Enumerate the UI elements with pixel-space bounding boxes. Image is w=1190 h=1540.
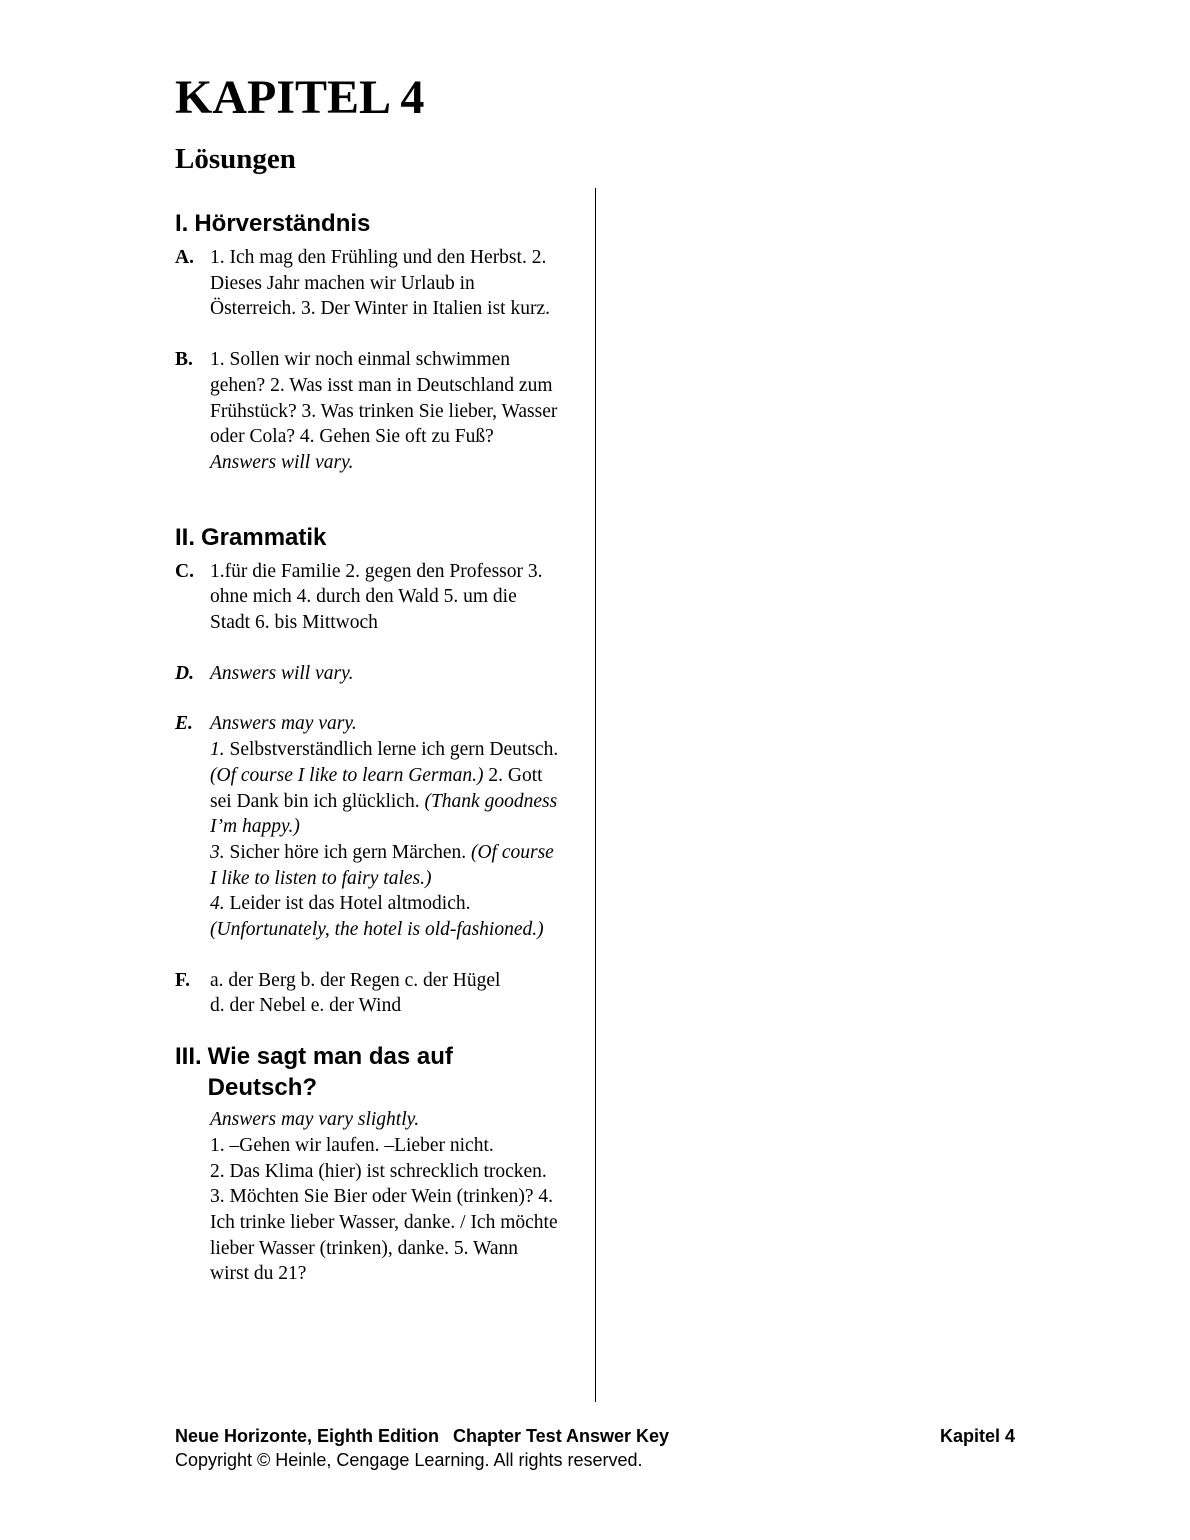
item-text: 1. Ich mag den Frühling und den Herbst. 2. Dieses Jahr machen wir Urlaub in Österreich. 3. Der Winter in Italien ist kurz. [210, 247, 550, 320]
item-number: 1. [210, 739, 225, 761]
page-subtitle: Lösungen [175, 143, 296, 175]
footer-doc-title: Chapter Test Answer Key [453, 1426, 670, 1446]
german-sentence: Selbstverständlich lerne ich gern Deutsch. [224, 739, 559, 761]
english-translation: (Unfortunately, the hotel is old-fashioned.) [210, 919, 544, 941]
answer-column [175, 208, 560, 1287]
english-translation: (Of course I like to learn German.) [210, 764, 484, 786]
item-letter: F. [175, 969, 190, 991]
footer-chapter: Kapitel 4 [939, 1426, 1015, 1446]
item-text: 1. Sollen wir noch einmal schwimmen gehen? 2. Was isst man in Deutschland zum Frühstück? 3. Was trinken Sie lieber, Wasser oder Cola? 4. Gehen Sie oft zu Fuß? [210, 349, 558, 448]
item-note: Answers may vary slightly. [210, 1109, 420, 1131]
item-letter: E. [175, 713, 193, 735]
section-number: III. [175, 1043, 202, 1071]
chapter-title: KAPITEL 4 [175, 71, 425, 124]
section-heading-translation [175, 1041, 560, 1103]
english-translation: (Thank goodness I’m happy.) [210, 790, 558, 838]
footer-book-title: Neue Horizonte, Eighth Edition [175, 1426, 439, 1446]
answer-item-b [175, 347, 560, 476]
item-text: 2. Das Klima (hier) ist schrecklich trocken. 3. Möchten Sie Bier oder Wein (trinken)? 4. Ich trinke lieber Wasser, danke. / Ich möchte lieber Wasser (trinken), danke. 5. Wann wirst du 21? [210, 1160, 558, 1285]
item-letter: B. [175, 349, 193, 371]
item-text: d. der Nebel e. der Wind [210, 995, 402, 1017]
item-note: Answers will vary. [210, 662, 354, 684]
german-sentence: Leider ist das Hotel altmodich. [224, 893, 471, 915]
item-number: 4. [210, 893, 225, 915]
item-body [210, 347, 560, 476]
item-letter: A. [175, 247, 194, 268]
german-sentence: Sicher höre ich gern Märchen. [224, 841, 471, 863]
german-sentence: 2. Gott sei Dank bin ich glücklich. [210, 764, 543, 812]
item-note: Answers may vary. [210, 713, 357, 735]
item-number: 3. [210, 841, 225, 863]
item-text: a. der Berg b. der Regen c. der Hügel [210, 969, 501, 991]
page-footer [175, 1424, 1015, 1472]
section-number: II. [175, 523, 196, 551]
section-title: Wie sagt man das auf Deutsch? [207, 1043, 453, 1102]
section-heading-grammar [175, 522, 560, 553]
item-text: 1. –Gehen wir laufen. –Lieber nicht. [210, 1134, 494, 1156]
section-heading-listening [175, 208, 560, 239]
item-body [210, 968, 560, 1019]
item-letter: D. [175, 662, 194, 684]
answer-item-e [175, 711, 560, 942]
section-title: Grammatik [201, 523, 327, 551]
answer-item-a [175, 245, 560, 322]
item-note: Answers will vary. [210, 451, 354, 473]
section-title: Hörverständnis [194, 210, 371, 237]
answer-item-f [175, 968, 560, 1019]
column-divider [595, 188, 596, 1402]
answer-item-d [175, 661, 560, 687]
item-letter: C. [175, 560, 194, 582]
footer-row [175, 1424, 1015, 1448]
answer-item-c [175, 559, 560, 636]
item-body [210, 711, 560, 942]
section-number: I. [175, 210, 189, 237]
footer-left [175, 1424, 669, 1448]
item-text: 1.für die Familie 2. gegen den Professor 3. ohne mich 4. durch den Wald 5. um die Stadt 6. bis Mittwoch [210, 560, 543, 634]
english-translation: (Of course I like to listen to fairy tales.) [210, 841, 554, 889]
section-body [175, 1107, 560, 1287]
footer-copyright: Copyright © Heinle, Cengage Learning. All rights reserved. [175, 1450, 643, 1470]
